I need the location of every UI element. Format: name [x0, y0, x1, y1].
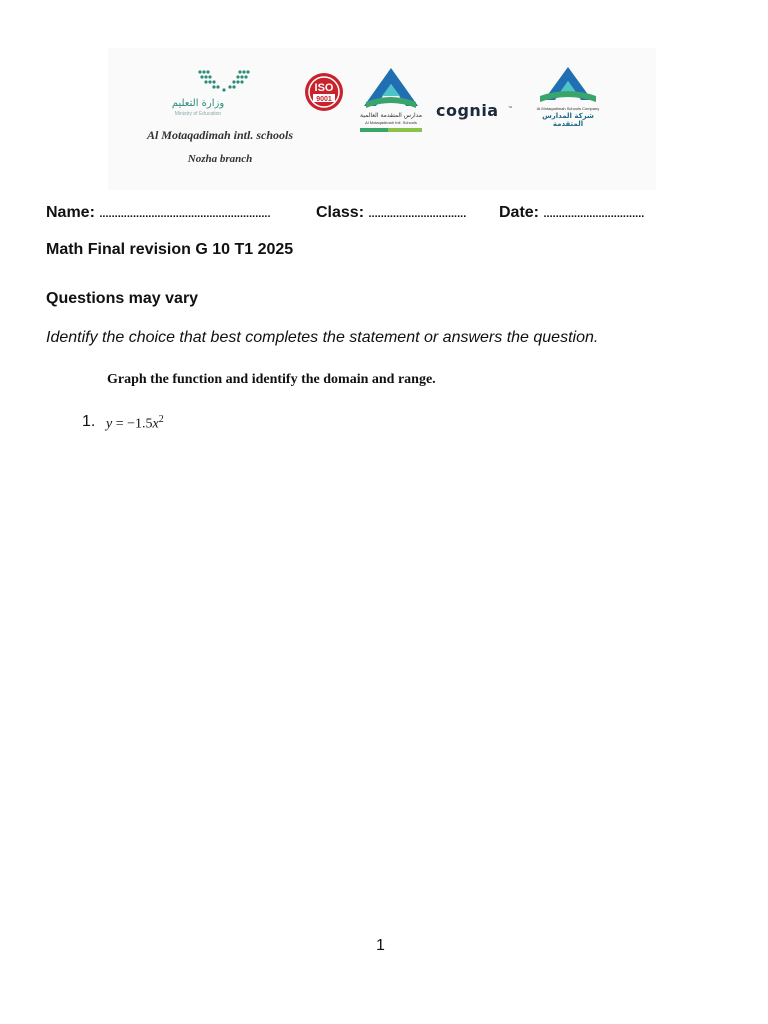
cognia-logo: cognia [436, 101, 499, 120]
question-equation [106, 414, 164, 433]
class-label: Class: [316, 204, 365, 221]
date-field[interactable] [499, 204, 644, 222]
motaqadimah-logo [358, 66, 424, 125]
class-blank[interactable]: ................................ [368, 208, 467, 220]
schools-company-arch-icon [530, 66, 606, 106]
cognia-trademark: ™ [508, 105, 512, 110]
equation-rhs: = −1.5 [115, 416, 153, 432]
motaqadimah-name-english: Al Motaqadimah Intl. Schools [365, 120, 417, 125]
name-blank[interactable]: ........................................................ [99, 208, 271, 220]
school-name: Al Motaqadimah intl. schools [146, 128, 294, 142]
schools-company-logo [530, 66, 606, 128]
equation-lhs: y [106, 416, 113, 432]
motaqadimah-arch-icon [358, 66, 424, 112]
equation-exponent: 2 [158, 414, 164, 425]
page-number: 1 [376, 937, 385, 954]
name-label: Name: [46, 204, 95, 221]
name-field[interactable] [46, 204, 271, 222]
date-blank[interactable]: ................................. [543, 208, 645, 220]
iso-number: 9001 [316, 96, 332, 103]
section-heading: Graph the function and identify the domain and range. [107, 372, 436, 387]
question-number: 1. [82, 413, 96, 430]
branch-name: Nozha branch [187, 153, 253, 165]
instruction-text: Identify the choice that best completes the statement or answers the question. [46, 329, 599, 346]
ministry-name-arabic: وزارة التعليم [171, 98, 225, 109]
equation-variable: x [152, 416, 159, 432]
page-title: Math Final revision G 10 T1 2025 [46, 241, 294, 258]
iso-label: ISO [314, 82, 334, 94]
schools-company-name-english: Al Motaqadimah Schools Company [536, 106, 600, 111]
page-subtitle: Questions may vary [46, 290, 199, 307]
ministry-emblem-icon [194, 68, 254, 94]
iso-9001-badge-icon [302, 72, 346, 112]
class-field[interactable] [316, 204, 466, 222]
date-label: Date: [499, 204, 540, 221]
ministry-name-english: Ministry of Education [174, 111, 222, 117]
motaqadimah-color-bar [360, 128, 422, 132]
schools-company-name-arabic: شركة المدارس المتقدمة [542, 112, 594, 128]
motaqadimah-name-arabic: مدارس المتقدمة العالمية [360, 112, 422, 119]
